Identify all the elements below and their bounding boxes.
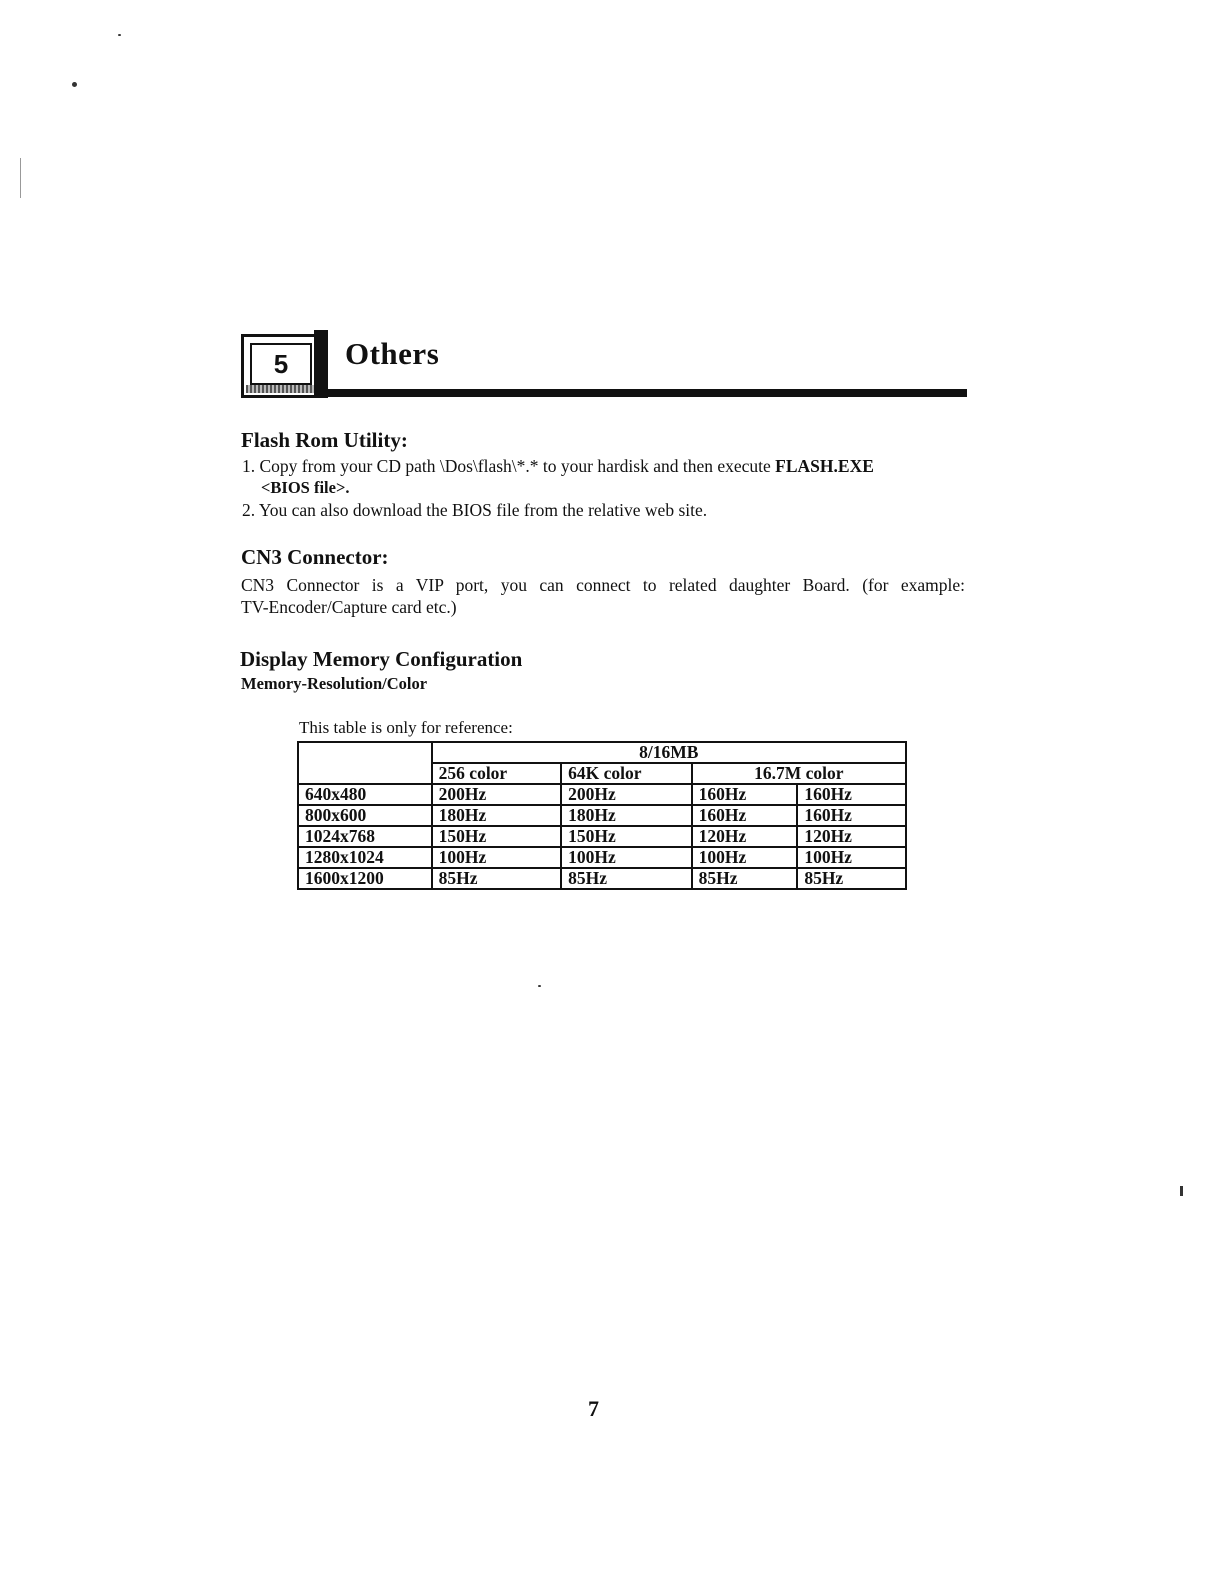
table-row — [298, 868, 906, 889]
table-cell: 200Hz — [432, 784, 562, 805]
table-caption: This table is only for reference: — [299, 718, 513, 737]
table-cell: 1600x1200 — [298, 868, 432, 889]
table-cell: 120Hz — [692, 826, 798, 847]
table-row — [298, 784, 906, 805]
scan-speck — [72, 82, 77, 87]
flash-item-2: 2. You can also download the BIOS file from the relative web site. — [242, 500, 708, 520]
table-cell: 100Hz — [561, 847, 691, 868]
header-cell: 64K color — [561, 763, 691, 784]
table-cell: 100Hz — [797, 847, 906, 868]
flash-item-1-line-2: <BIOS file>. — [261, 478, 350, 497]
table-cell: 100Hz — [432, 847, 562, 868]
table-cell: 150Hz — [561, 826, 691, 847]
memory-table — [297, 741, 907, 890]
table-cell: 85Hz — [797, 868, 906, 889]
display-subheading: Memory-Resolution/Color — [241, 674, 428, 693]
flash-item-1-text: 1. Copy from your CD path \Dos\flash\*.* to your hardisk and then execute — [242, 456, 776, 476]
table-cell: 85Hz — [432, 868, 562, 889]
header-cell: 256 color — [432, 763, 562, 784]
table-cell: 1280x1024 — [298, 847, 432, 868]
table-cell: 160Hz — [692, 784, 798, 805]
flash-item-1 — [242, 455, 874, 477]
scan-speck — [538, 985, 541, 987]
chapter-number-box — [241, 334, 321, 398]
header-empty-cell — [298, 742, 432, 784]
table-cell: 120Hz — [797, 826, 906, 847]
table-cell: 160Hz — [797, 805, 906, 826]
cn3-line-2: TV-Encoder/Capture card etc.) — [241, 597, 457, 617]
table-cell: 85Hz — [561, 868, 691, 889]
chapter-bar — [314, 330, 328, 398]
header-group-cell: 8/16MB — [432, 742, 906, 763]
display-heading: Display Memory Configuration — [240, 647, 523, 671]
table-cell: 85Hz — [692, 868, 798, 889]
table-cell: 100Hz — [692, 847, 798, 868]
table-cell: 180Hz — [432, 805, 562, 826]
table-cell: 160Hz — [692, 805, 798, 826]
table-cell: 180Hz — [561, 805, 691, 826]
cn3-heading: CN3 Connector: — [241, 545, 389, 569]
cn3-line-1: CN3 Connector is a VIP port, you can connect to related daughter Board. (for example: — [241, 575, 965, 595]
chapter-rule — [320, 389, 967, 397]
chapter-number: 5 — [250, 343, 312, 385]
chapter-title: Others — [345, 336, 440, 371]
table-cell: 160Hz — [797, 784, 906, 805]
page-number: 7 — [588, 1396, 599, 1421]
chapter-box-shade — [246, 385, 318, 393]
scan-speck — [20, 158, 21, 198]
flash-heading: Flash Rom Utility: — [241, 428, 408, 452]
table-row — [298, 805, 906, 826]
table-cell: 800x600 — [298, 805, 432, 826]
table-cell: 640x480 — [298, 784, 432, 805]
table-row — [298, 847, 906, 868]
scan-speck — [1180, 1186, 1183, 1196]
header-cell: 16.7M color — [692, 763, 906, 784]
table-header-row — [298, 742, 906, 763]
table-cell: 1024x768 — [298, 826, 432, 847]
table-cell: 200Hz — [561, 784, 691, 805]
table-cell: 150Hz — [432, 826, 562, 847]
flash-exe: FLASH.EXE — [775, 456, 874, 476]
table-row — [298, 826, 906, 847]
scan-speck — [118, 34, 121, 36]
